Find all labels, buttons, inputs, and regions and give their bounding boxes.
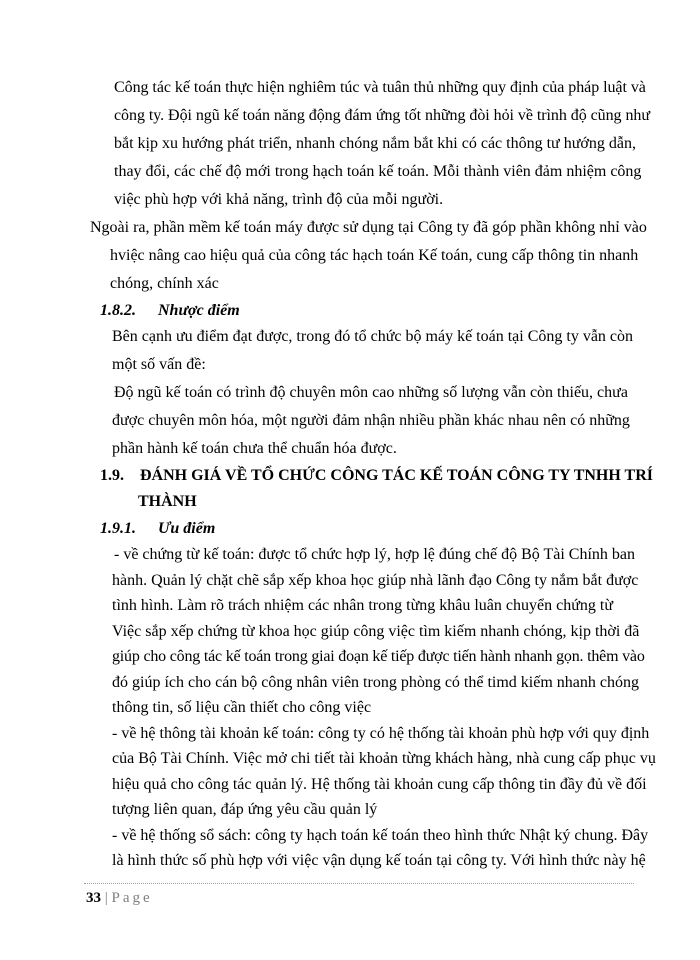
paragraph-line: tình hình. Làm rõ trách nhiệm các nhân trong từng khâu luân chuyển chứng từ	[112, 597, 613, 614]
paragraph-line: công ty. Đội ngũ kế toán năng động đám ứng tốt những đòi hỏi về trình độ cũng như	[114, 107, 650, 124]
section-heading-1-9-cont: THÀNH	[138, 493, 197, 510]
paragraph-line: hiệu quả cho công tác quản lý. Hệ thống tài khoản cung cấp thông tin đầy đủ về đối	[112, 775, 647, 793]
paragraph-line: bắt kịp xu hướng phát triển, nhanh chóng nắm bắt khi có các thông tư hướng dẫn,	[114, 135, 636, 152]
section-title: Nhược điểm	[158, 302, 240, 319]
section-heading-1-9-1	[100, 519, 215, 539]
page-number: 33	[86, 890, 101, 906]
section-heading-1-9	[100, 466, 653, 486]
paragraph-line: - về hệ thông tài khoản kế toán: công ty có hệ thống tài khoản phù hợp với quy định	[112, 724, 650, 742]
paragraph-line: việc phù hợp với khả năng, trình độ của mỗi người.	[114, 191, 444, 208]
section-title: Ưu điểm	[158, 520, 216, 537]
footer-divider	[84, 883, 634, 884]
section-number: 1.9.1.	[100, 520, 136, 537]
section-title: ĐÁNH GIÁ VỀ TỔ CHỨC CÔNG TÁC KẾ TOÁN CÔNG TY TNHH TRÍ	[140, 467, 653, 484]
paragraph-line: hviệc nâng cao hiệu quả của công tác hạch toán Kế toán, cung cấp thông tin nhanh	[110, 247, 639, 264]
paragraph-line: giúp cho công tác kế toán trong giai đoạn kế tiếp được tiến hành nhanh gọn. thêm vào	[112, 648, 645, 665]
paragraph-line: tượng liên quan, đáp ứng yêu cầu quản lý	[112, 801, 378, 818]
paragraph-line: hành. Quản lý chặt chẽ sắp xếp khoa học giúp nhà lãnh đạo Công ty nắm bắt được	[112, 571, 639, 589]
paragraph-line: một số vấn đề:	[112, 356, 206, 373]
paragraph-line: Ngoài ra, phần mềm kế toán máy được sử dụng tại Công ty đã góp phần không nhỉ vào	[90, 219, 647, 236]
paragraph-line: Công tác kế toán thực hiện nghiêm túc và tuân thủ những quy định của pháp luật và	[114, 79, 646, 96]
section-number: 1.8.2.	[100, 302, 136, 319]
paragraph-line: đó giúp ích cho cán bộ công nhân viên trong phòng có thể timd kiếm nhanh chóng	[112, 673, 639, 691]
paragraph-line: của Bộ Tài Chính. Việc mở chi tiết tài khoản từng khách hàng, nhà cung cấp phục vụ	[112, 750, 656, 767]
paragraph-line: thông tin, số liệu cần thiết cho công việc	[112, 699, 372, 716]
paragraph-line: Việc sắp xếp chứng từ khoa học giúp công việc tìm kiếm nhanh chóng, kịp thời đã	[112, 622, 640, 640]
paragraph-line: phần hành kế toán chưa thể chuẩn hóa được.	[112, 440, 397, 457]
paragraph-line: Bên cạnh ưu điểm đạt được, trong đó tổ chức bộ máy kế toán tại Công ty vẫn còn	[112, 328, 634, 345]
paragraph-line: - về hệ thống sổ sách: công ty hạch toán kế toán theo hình thức Nhật ký chung. Đây	[112, 826, 649, 844]
section-heading-1-8-2	[100, 301, 240, 321]
page-footer	[86, 889, 153, 907]
paragraph-line: được chuyên môn hóa, một người đảm nhận nhiều phần khác nhau nên có những	[112, 412, 630, 429]
paragraph-line: Độ ngũ kế toán có trình độ chuyên môn cao những số lượng vẫn còn thiếu, chưa	[114, 384, 628, 401]
section-number: 1.9.	[100, 467, 124, 484]
page-label: Page	[111, 890, 153, 906]
paragraph-line: là hình thức số phù hợp với việc vận dụng kế toán tại công ty. Với hình thức này hệ	[112, 852, 646, 869]
footer-separator: |	[104, 890, 108, 906]
paragraph-line: chóng, chính xác	[110, 275, 219, 292]
paragraph-line: thay đổi, các chế độ mới trong hạch toán kế toán. Mỗi thành viên đảm nhiệm công	[114, 163, 642, 180]
paragraph-line: - về chứng từ kế toán: được tổ chức hợp lý, hợp lệ đúng chế độ Bộ Tài Chính ban	[114, 546, 636, 563]
